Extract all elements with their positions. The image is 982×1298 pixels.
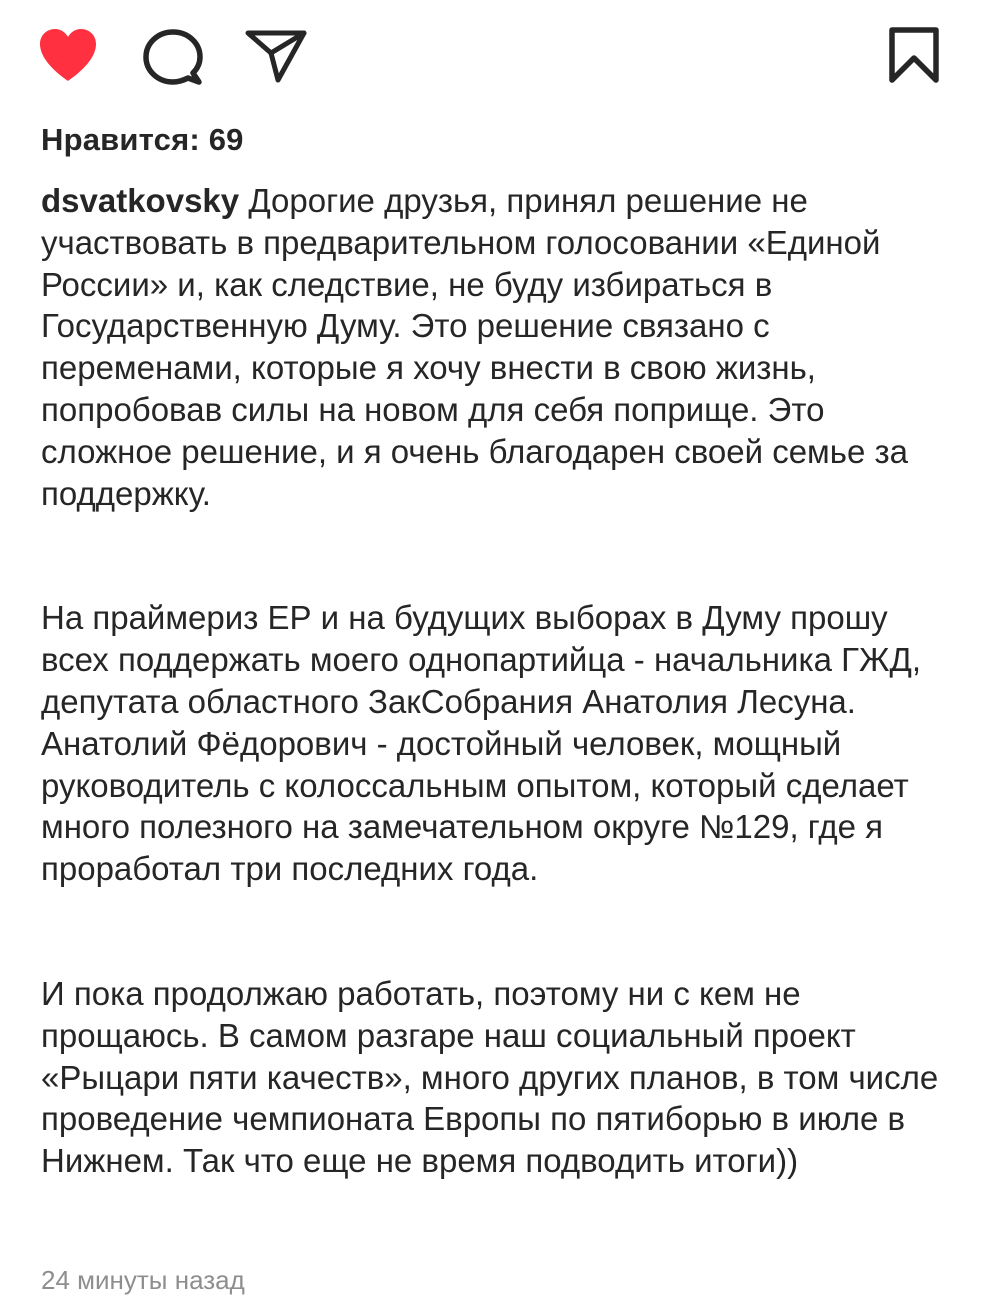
comment-bubble-icon[interactable] — [142, 28, 204, 86]
post-caption — [41, 180, 946, 1182]
bookmark-icon[interactable] — [888, 26, 940, 84]
caption-paragraph-3: И пока продолжаю работать, поэтому ни с кем не прощаюсь. В самом разгаре наш социальный проект «Рыцари пяти качеств», много других планов, в том числе проведение чемпионата Европы по пятиборью в июле в Нижнем. Так что еще не время подводить итоги)) — [41, 974, 939, 1180]
paragraph-spacer — [41, 890, 946, 973]
post-timestamp: 24 минуты назад — [41, 1265, 245, 1295]
caption-paragraph-1 — [41, 180, 946, 514]
heart-filled-icon[interactable] — [36, 26, 100, 84]
likes-count[interactable]: Нравится: 69 — [41, 122, 244, 157]
paragraph-spacer — [41, 514, 946, 597]
caption-text-1: Дорогие друзья, принял решение не участвовать в предварительном голосовании «Единой России» и, как следствие, не буду избираться в Государственную Думу. Это решение связано с переменами, которые я хочу внести в свою жизнь, попробовав силы на новом для себя поприще. Это сложное решение, и я очень благодарен своей семье за поддержку. — [41, 182, 908, 512]
caption-paragraph-2: На праймериз ЕР и на будущих выборах в Думу прошу всех поддержать моего однопартийца - начальника ГЖД, депутата областного ЗакСобрания Анатолия Лесуна. Анатолий Фёдорович - достойный человек, мощный руководитель с колоссальным опытом, который сделает много полезного на замечательном округе №129, где я проработал три последних года. — [41, 599, 921, 888]
post-username[interactable]: dsvatkovsky — [41, 182, 240, 219]
paper-plane-icon[interactable] — [244, 28, 308, 84]
post-action-bar — [0, 0, 982, 110]
